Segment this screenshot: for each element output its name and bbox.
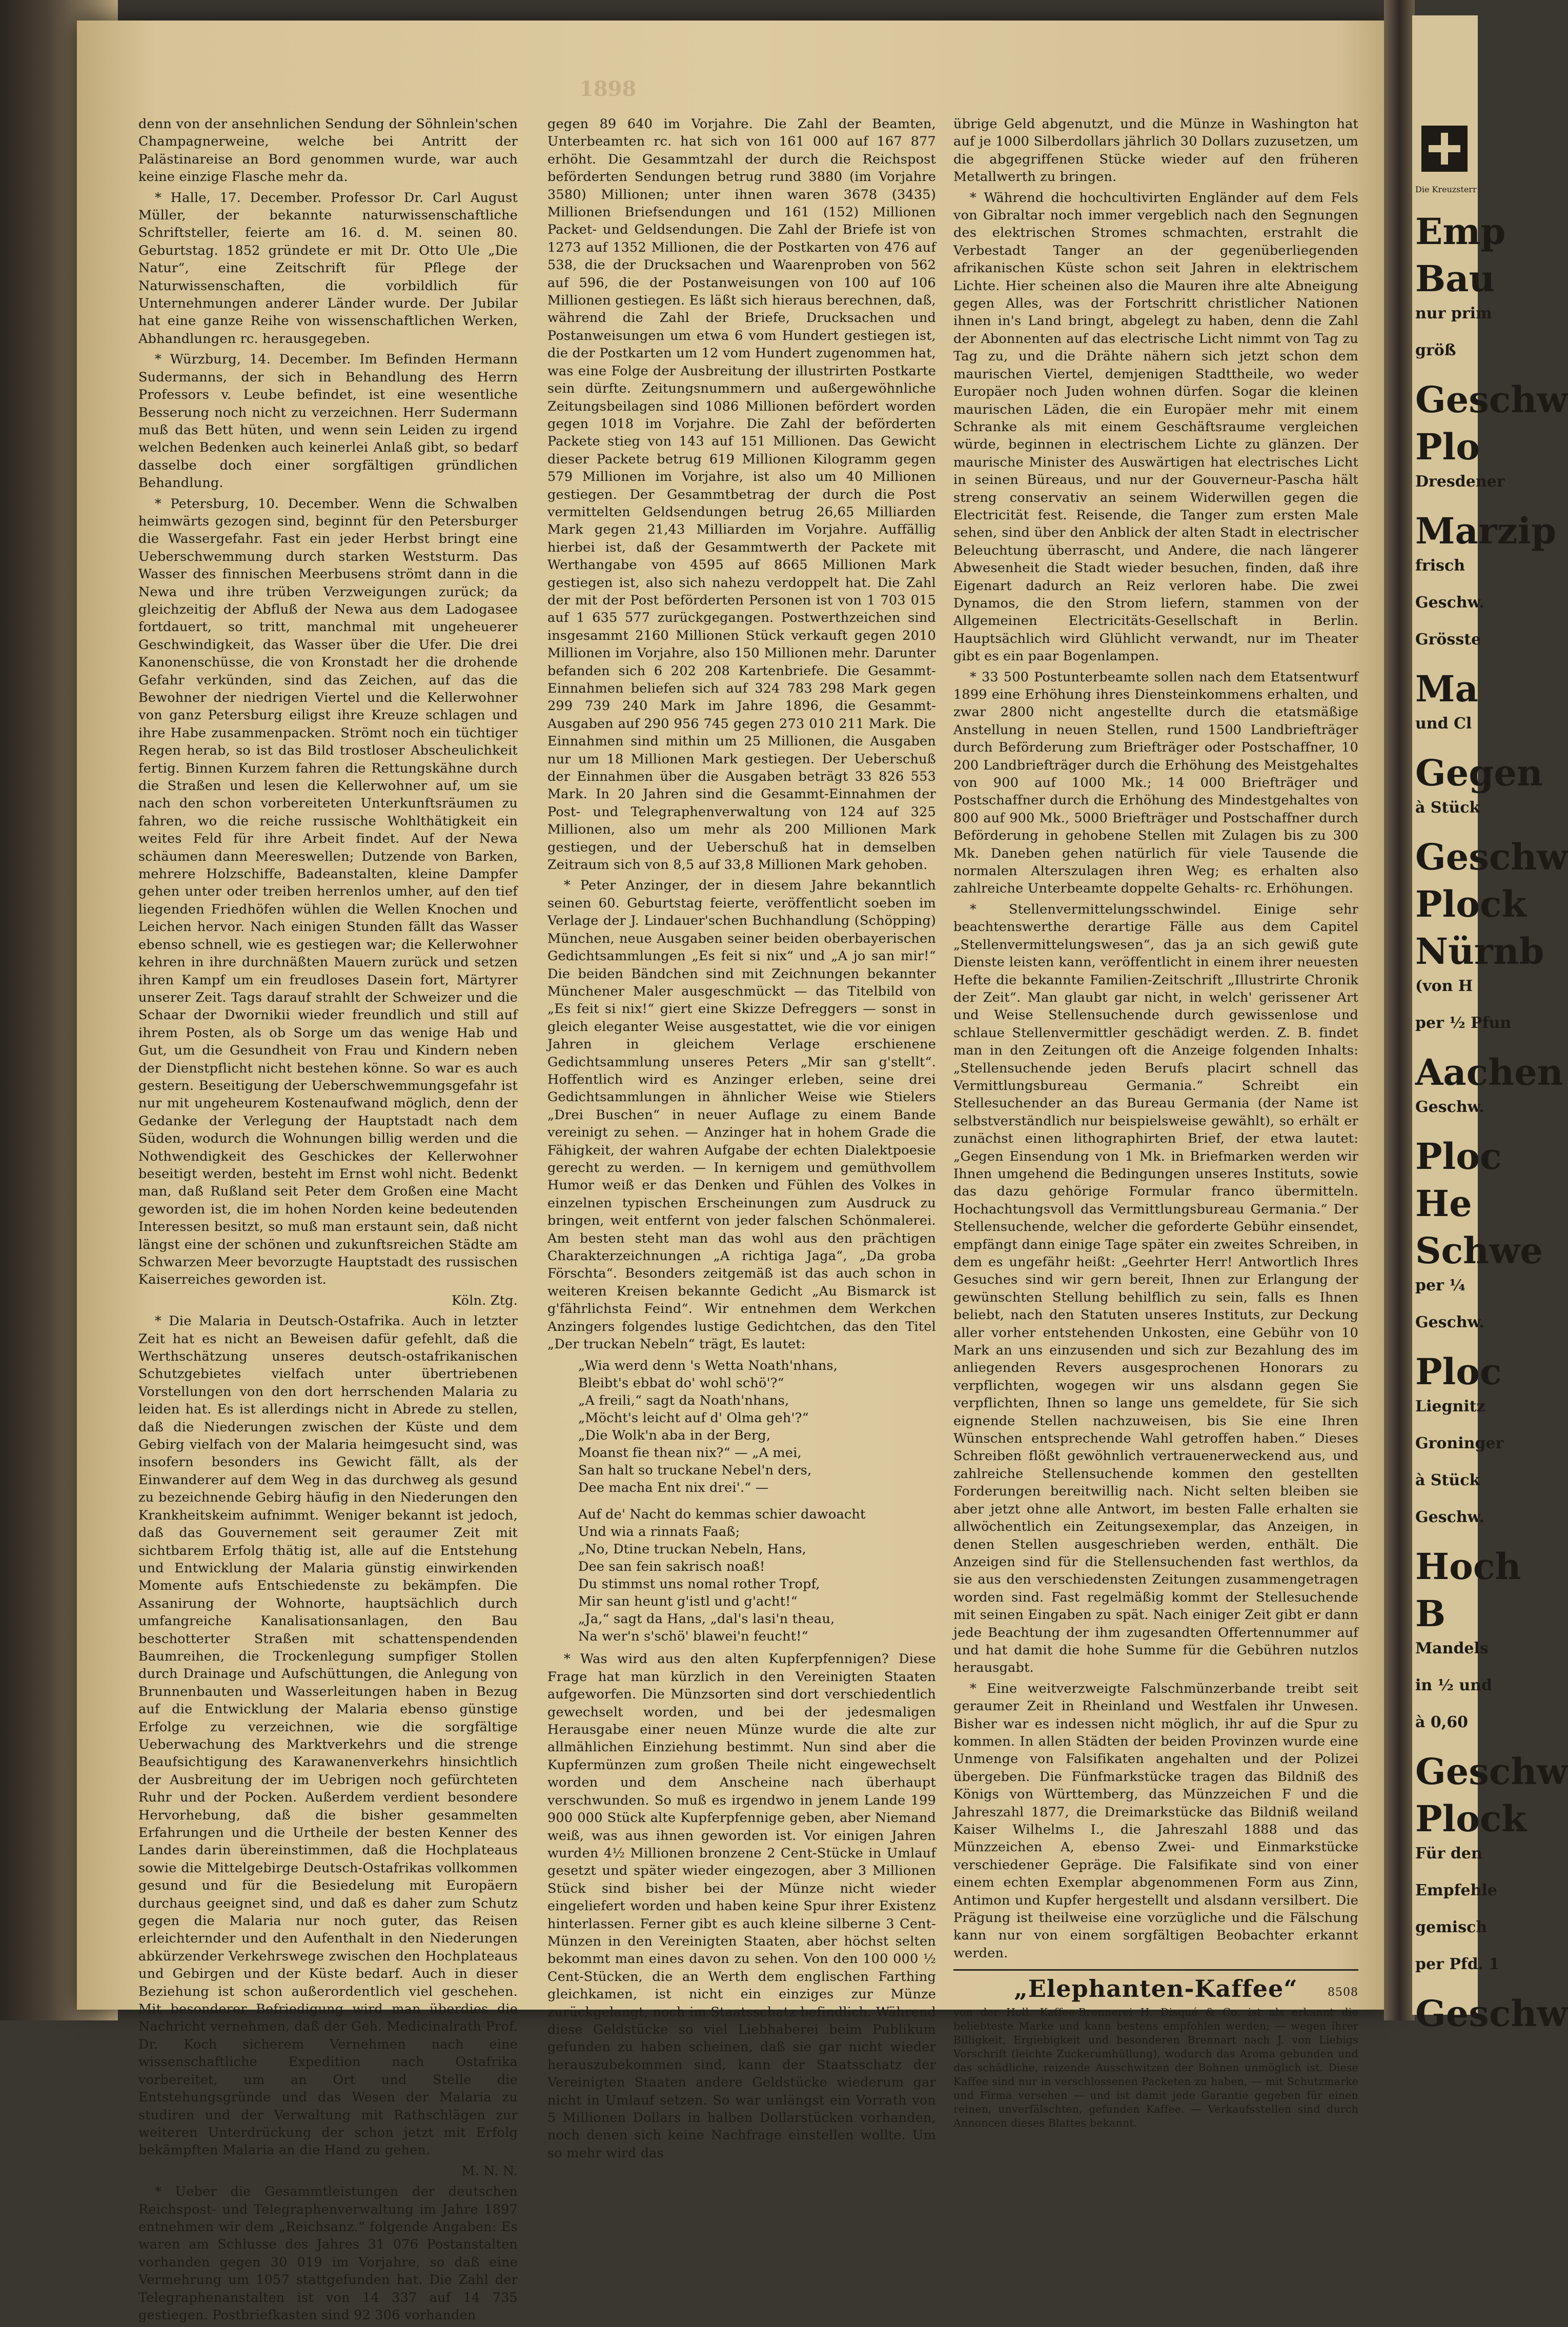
adjacent-caption: Die Kreuzsterr	[1415, 185, 1477, 194]
adjacent-fragment: gemisch	[1415, 1918, 1488, 1936]
adjacent-fragment: Empfehle	[1415, 1881, 1497, 1899]
adjacent-fragment: Bau	[1415, 257, 1495, 300]
cross-logo-icon	[1421, 126, 1468, 172]
adjacent-fragment: B	[1415, 1592, 1446, 1635]
adjacent-fragment: per ¼	[1415, 1277, 1465, 1294]
poem-line: Dee macha Ent nix drei'.“ —	[578, 1480, 769, 1496]
adjacent-fragment: He	[1415, 1182, 1472, 1225]
article-column-3	[953, 115, 1358, 2130]
article-source: M. N. N.	[461, 2163, 518, 2179]
adjacent-fragment: Plock	[1415, 1797, 1527, 1840]
advertisement-elephanten-kaffee	[953, 1969, 1358, 2130]
adjacent-fragment: Für den	[1415, 1845, 1482, 1863]
adjacent-fragment: Emp	[1415, 210, 1506, 253]
adjacent-fragment: Geschw	[1415, 836, 1568, 878]
adjacent-fragment: à Stück	[1415, 1471, 1480, 1489]
adjacent-fragment: à 0,60	[1415, 1713, 1468, 1731]
adjacent-fragment: (von H	[1415, 977, 1473, 995]
adjacent-fragment: à Stück	[1415, 799, 1480, 817]
adjacent-fragment: Ma	[1415, 667, 1478, 710]
article-paragraph: * Eine weitverzweigte Falschmünzerbande treibt seit geraumer Zeit in Rheinland und Westfalen ihr Unwesen. Bisher war es indessen nicht möglich, ihr auf die Spur zu kommen. In allen Städten der beiden Provinzen wurde eine Unmenge von Falsifikaten angehalten und der Polizei übergeben. Die Fünfmarkstücke tragen das Bildniß des Königs von Württemberg, das Münzzeichen F und die Jahreszahl 1877, die Dreimarkstücke das Bildniß weiland Kaiser Wilhelms I., die Jahreszahl 1888 und das Münzzeichen A, ebenso Zwei- und Einmarkstücke verschiedener Gepräge. Die Falsifikate sind von einer einem echten Exemplar abgenommenen Form aus Zinn, Antimon und Kupfer hergestellt und alsdann versilbert. Die Prägung ist theilweise eine vorzügliche und die Fälschung kann nur von einem sorgfältigen Beobachter erkannt werden.	[953, 1681, 1358, 1961]
adjacent-fragment: und Cl	[1415, 715, 1472, 733]
ad-headline	[953, 1975, 1358, 2002]
article-paragraph: * 33 500 Postunterbeamte sollen nach dem Etatsentwurf 1899 eine Erhöhung ihres Diensteinkommens erhalten, und zwar 2800 nicht angestellte durch die etatsmäßige Anstellung in neuen Stellen, rund 1500 Landbriefträger durch Beförderung zum Briefträger oder Postschaffner, 10 200 Landbriefträger durch die Erhöhung des Meistgehaltes von 900 auf 1000 Mk.; 14 000 Briefträger und Postschaffner durch die Erhöhung des Mindestgehaltes von 800 auf 900 Mk., 5000 Briefträger und Postschaffner durch Beförderung in gehobene Stellen mit Zulagen bis zu 300 Mk. Daneben gehen natürlich für viele Tausende die normalen Alterszulagen ihren Weg; es erhalten also zahlreiche Unterbeamte doppelte Gehalts- rc. Erhöhungen.	[953, 669, 1358, 897]
article-paragraph: * Petersburg, 10. December. Wenn die Schwalben heimwärts gezogen sind, beginnt für den Petersburger die Wassergefahr. Fast ein jeder Herbst bringt eine Ueberschwemmung durch starken Weststurm. Das Wasser des finnischen Meerbusens strömt dann in die Newa und ihre trüben Verzweigungen zurück; da gleichzeitig der Abfluß der Newa aus dem Ladogasee fortdauert, so tritt, manchmal mit ungeheuerer Geschwindigkeit, das Wasser über die Ufer. Die drei Kanonenschüsse, die von Kronstadt her die drohende Gefahr verkünden, sind das Zeichen, auf das die Bewohner der niedrigen Viertel und die Kellerwohner von ganz Petersburg eiligst ihre Kreuze schlagen und ihre Habe zusammenpacken. Strömt noch ein tüchtiger Regen herab, so ist das Bild trostloser Abscheulichkeit fertig. Binnen Kurzem fahren die Rettungskähne durch die Straßen und lesen die Kellerwohner auf, um sie nach den schon vorbereiteten Unterkunftsräumen zu fahren, wo die reiche russische Wohlthätigkeit ein weites Feld für ihre Arbeit findet. Auf der Newa schäumen dann Meereswellen; Dutzende von Barken, mehrere Holzschiffe, Badeanstalten, kleine Dampfer gehen unter oder treiben herrenlos umher, auf den tief liegenden Friedhöfen wühlen die Wellen Knochen und Leichen hervor. Nach einigen Stunden fällt das Wasser ebenso schnell, wie es gestiegen war; die Kellerwohner kehren in ihre durchnäßten Mauern zurück und setzen ihren Kampf um ein freudloses Dasein fort, Märtyrer unserer Zeit. Tags darauf strahlt der Schweizer und die Schaar der Dwornikii wieder freundlich und still auf ihrem Posten, als ob Sorge um das wenige Hab und Gut, um die Gesundheit von Frau und Kindern neben der Dienstpflicht nicht bestehen könne. So war es auch gestern. Beseitigung der Ueberschwemmungsgefahr ist nur mit ungeheurem Kostenaufwand möglich, denn der Gedanke der Verlegung der Hauptstadt nach dem Süden, wodurch die Wohnungen billig werden und die Nothwendigkeit des Geschickes der Kellerwohner beseitigt werden, besteht im Ernst wohl nicht. Bedenkt man, daß Rußland seit Peter dem Großen eine Macht geworden ist, die im hohen Norden keine bedeutenden Interessen besitzt, so muß man erstaunt sein, daß nicht längst eine der schönen und zukunftsreichen Städte am Schwarzen Meer bevorzugte Hauptstadt des russischen Kaiserreiches geworden ist.	[138, 496, 518, 1288]
poem-stanza-gap	[578, 1496, 936, 1506]
adjacent-fragment: Geschw	[1415, 378, 1568, 421]
column-3-articles	[953, 115, 1358, 1962]
article-paragraph: gegen 89 640 im Vorjahre. Die Zahl der Beamten, Unterbeamten rc. hat sich von 161 000 auf 167 877 erhöht. Die Gesammtzahl der durch die Reichspost beförderten Sendungen betrug rund 3880 (im Vorjahre 3580) Millionen; unter ihnen waren 3678 (3435) Millionen Briefsendungen und 161 (152) Millionen Packet- und Geldsendungen. Die Zahl der Briefe ist von 1273 auf 1352 Millionen, die der Postkarten von 476 auf 538, die der Drucksachen und Waarenproben von 562 auf 596, die der Postanweisungen von 100 auf 106 Millionen gestiegen. Es läßt sich hieraus berechnen, daß, während die Zahl der Briefe, Drucksachen und Postanweisungen um etwa 6 vom Hundert gestiegen ist, die der Postkarten um 12 vom Hundert zugenommen hat, was eine Folge der Ausbreitung der illustrirten Postkarte sein dürfte. Zeitungsnummern und außergewöhnliche Zeitungsbeilagen sind 1086 Millionen befördert worden gegen 1018 im Vorjahre. Die Zahl der beförderten Packete stieg von 143 auf 151 Millionen. Das Gewicht dieser Packete betrug 619 Millionen Kilogramm gegen 579 Millionen im Vorjahre, ist also um 40 Millionen gestiegen. Der Gesammtbetrag der durch die Post vermittelten Geldsendungen betrug 26,65 Milliarden Mark gegen 21,43 Milliarden im Vorjahre. Auffällig hierbei ist, daß der Gesammtwerth der Packete mit Werthangabe von 4595 auf 8665 Millionen Mark gestiegen ist, also sich nahezu verdoppelt hat. Die Zahl der mit der Post beförderten Personen ist von 1 703 015 auf 1 635 577 zurückgegangen. Postwerthzeichen sind insgesammt 2160 Millionen Stück verkauft gegen 2010 Millionen im Vorjahre, also 150 Millionen mehr. Darunter befanden sich 6 202 208 Kartenbriefe. Die Gesammt-Einnahmen beliefen sich auf 324 783 298 Mark gegen 299 739 240 Mark im Jahre 1896, die Gesammt-Ausgaben auf 290 956 745 gegen 273 010 211 Mark. Die Einnahmen sind mithin um 25 Millionen, die Ausgaben nur um 18 Millionen Mark gestiegen. Der Ueberschuß der Einnahmen über die Ausgaben beträgt 33 826 553 Mark. In 20 Jahren sind die Gesammt-Einnahmen der Post- und Telegraphenverwaltung von 124 auf 325 Millionen, also um mehr als 200 Millionen Mark gestiegen, und der Ueberschuß hat in demselben Zeitraum sich von 8,5 auf 33,8 Millionen Mark gehoben.	[547, 116, 936, 873]
poem	[578, 1357, 936, 1645]
poem-line: „A freili,“ sagt da Noath'nhans,	[578, 1393, 789, 1409]
adjacent-fragment: Mandels	[1415, 1640, 1489, 1657]
poem-line: „Wia werd denn 's Wetta Noath'nhans,	[578, 1358, 838, 1374]
ad-body: von der Holl. Kaffee-Brennerei H. Disqué & Co. ist als erkannt die beliebteste Marke und kann bestens empfohlen werden; — wegen ihrer Billigkeit, Ergiebigkeit und besonderen Brennart nach J. von Liebigs Vorschrift (leichte Zuckerumhüllung), wodurch das Aroma gebunden und das schädliche, reizende Ausschwitzen der Bohnen unmöglich ist. Diese Kaffee sind nur in verschlossenen Packeten zu haben, — mit Schutzmarke und Firma versehen — und ist damit jede Garantie gegeben für einen reinen, unverfälschten, gefunden Kaffee. — Verkaufsstellen sind durch Annoncen dieses Blattes bekannt.	[953, 2006, 1358, 2130]
ad-headline-text: „Elephanten-Kaffee“	[1014, 1975, 1298, 2003]
article-paragraph: denn von der ansehnlichen Sendung der Söhnlein'schen Champagnerweine, welche bei Antritt der Palästinareise an Bord genommen wurde, war auch keine einzige Flasche mehr da.	[138, 116, 518, 185]
adjacent-fragment: Geschw	[1415, 1992, 1568, 2035]
adjacent-fragment: größ	[1415, 341, 1456, 359]
article-paragraph: * Würzburg, 14. December. Im Befinden Hermann Sudermanns, der sich in Behandlung des Herrn Professors v. Leube befindet, ist eine wesentliche Besserung noch nicht zu verzeichnen. Herr Sudermann muß das Bett hüten, und wenn sein Leiden zu irgend welchen Bedenken auch keinerlei Anlaß gibt, so bedarf dasselbe doch einer sorgfältigen gründlichen Behandlung.	[138, 352, 518, 491]
article-column-2	[547, 115, 936, 2165]
poem-line: San halt so truckane Nebel'n ders,	[578, 1463, 812, 1479]
ad-number: 8508	[1328, 1986, 1358, 1999]
article-paragraph: * Peter Anzinger, der in diesem Jahre bekanntlich seinen 60. Geburtstag feierte, veröffentlicht soeben im Verlage der J. Lindauer'schen Buchhandlung (Schöpping) München, neue Ausgaben seiner beiden oberbayerischen Gedichtsammlungen „Es feit si nix“ und „A jo san mir!“ Die beiden Bändchen sind mit Zeichnungen bekannter Münchener Maler ausgeschmückt — das Titelbild von „Es feit si nix!“ giert eine Skizze Defreggers — sonst in gleich eleganter Weise ausgestattet, wie die vor einigen Jahren in gleichem Verlage erschienene Gedichtsammlung unseres Peters „Mir san g'stellt“. Hoffentlich wird es Anzinger erleben, seine drei Gedichtsammlungen in ähnlicher Weise wie Stielers „Drei Buschen“ in neuer Auflage zu einem Bande vereinigt zu sehen. — Anzinger hat in hohem Grade die Fähigkeit, der wahren Aufgabe der echten Dialektpoesie gerecht zu werden. — In kernigem und gemüthvollem Humor weiß er das Denken und Fühlen des Volkes in einzelnen typischen Erscheinungen zum Ausdruck zu bringen, weit entfernt von jeder falschen Schönmalerei. Am besten steht man das wohl aus den prächtigen Charakterzeichnungen „A richtiga Jaga“, „Da groba Förschta“. Besonders zeitgemäß ist das auch schon in weiteren Kreisen bekannte Gedicht „Au Bismarck ist g'fährlichsta Feind“. Wir entnehmen dem Werkchen Anzingers folgendes lustige Gedichtchen, das den Titel „Der truckan Nebeln“ trägt, Es lautet:	[547, 878, 936, 1352]
adjacent-fragment: Geschw.	[1415, 1098, 1484, 1116]
adjacent-fragment: Geschw.	[1415, 594, 1484, 612]
adjacent-fragment: Geschw	[1415, 1750, 1568, 1793]
article-paragraph: * Die Malaria in Deutsch-Ostafrika. Auch in letzter Zeit hat es nicht an Beweisen dafür gefehlt, daß die Werthschätzung unseres deutsch-ostafrikanischen Schutzgebietes vielfach unter übertriebenen Vorstellungen von den dort herrschenden Malaria zu leiden hat. Es ist allerdings nicht in Abrede zu stellen, daß die Niederungen zwischen der Küste und dem Gebirg vielfach von der Malaria heimgesucht sind, was insofern besonders ins Gewicht fällt, als der Einwanderer auf dem Weg in das durchweg als gesund zu bezeichnende Gebirg häufig in den Niederungen den Krankheitskeim aufnimmt. Weniger bekannt ist jedoch, daß das Gouvernement seit geraumer Zeit mit sichtbarem Erfolg thätig ist, alle auf die Entstehung und Entwicklung der Malaria günstig einwirkenden Momente aufs Entschiedenste zu bekämpfen. Die Assanirung der Wohnorte, hauptsächlich durch umfangreiche Kanalisationsanlagen, den Bau beschotterter Straßen mit schattenspendenden Baumreihen, die Trockenlegung sumpfiger Stollen durch Drainage und Aufschüttungen, die Anlegung von Brunnenbauten und Wasserleitungen haben in Bezug auf die Entwicklung der Malaria ebenso günstige Erfolge zu verzeichnen, wie die sorgfältige Ueberwachung des Marktverkehrs und die strenge Beaufsichtigung des Karawanenverkehrs hinsichtlich der Ausbreitung der im Uebrigen noch gefürchteten Ruhr und der Pocken. Außerdem verdient besondere Hervorhebung, daß die bisher gesammelten Erfahrungen und die Urtheile der besten Kenner des Landes darin übereinstimmen, daß die Hochplateaus sowie die Mittelgebirge Deutsch-Ostafrikas vollkommen gesund und für die Besiedelung mit Europäern durchaus geeignet sind, und daß es daher zum Schutz gegen die Malaria nur noch guter, das Reisen erleichternder und den Aufenthalt in den Niederungen abkürzender Verkehrswege zwischen den Hochplateaus und Gebirgen und der Küste bedarf. Auch in dieser Beziehung ist schon außerordentlich viel geschehen. Mit besonderer Befriedigung wird man überdies die Nachricht vernehmen, daß der Geh. Medicinalrath Prof. Dr. Koch sicherem Vernehmen nach eine wissenschaftliche Expedition nach Ostafrika vorbereitet, um an Ort und Stelle die Entstehungsgründe und das Wesen der Malaria zu studiren und der Verwaltung mit Rathschlägen zur weiteren Unterdrückung der schon jetzt mit Erfolg bekämpften Malaria an die Hand zu gehen.	[138, 1313, 518, 2158]
poem-line: „Die Wolk'n aba in der Berg,	[578, 1428, 771, 1444]
adjacent-fragment: Geschw.	[1415, 1313, 1484, 1331]
poem-line: „No, Dtine truckan Nebeln, Hans,	[578, 1542, 806, 1557]
adjacent-fragment: in ½ und	[1415, 1676, 1492, 1694]
poem-line: Moanst fie thean nix?“ — „A mei,	[578, 1445, 802, 1461]
adjacent-page-edge	[1412, 15, 1568, 2035]
page-gutter	[1384, 0, 1415, 2020]
adjacent-fragment: Geschw.	[1415, 1508, 1484, 1526]
article-paragraph: * Stellenvermittelungsschwindel. Einige sehr beachtenswerthe derartige Fälle aus dem Capitel „Stellenvermittelungswesen“, das ja an sich gewiß gute Dienste leisten kann, veröffentlicht in einem ihrer neuesten Hefte die bekannte Familien-Zeitschrift „Illustrirte Chronik der Zeit“. Man glaubt gar nicht, in welch' gerissener Art und Weise Stellensuchende durch gewissenlose und schlaue Stellenvermittler geschädigt werden. Z. B. findet man in den Zeitungen oft die Anzeige folgenden Inhalts: „Stellensuchende jeden Berufs placirt schnell das Vermittlungsbureau Germania.“ Schreibt ein Stellesuchender an das Bureau Germania (der Name ist selbstverständlich nur beispielsweise gewählt), so erhält er zunächst einen lithographirten Brief, der etwa lautet: „Gegen Einsendung von 1 Mk. in Briefmarken werden wir Ihnen umgehend die Bedingungen unseres Instituts, sowie das dazu gehörige Formular franco übermitteln. Hochachtungsvoll das Vermittlungsbureau Germania.“ Der Stellensuchende, welcher die geforderte Gebühr einsendet, empfängt dann einige Tage später ein zweites Schreiben, in dem es ungefähr heißt: „Geehrter Herr! Antwortlich Ihres Gesuches sind wir gern bereit, Ihnen zur Erlangung der gewünschten Stellung behilflich zu sein, falls es Ihnen beliebt, nach den Statuten unseres Instituts, zur Deckung aller vorher entstehenden Unkosten, eine Gebühr von 10 Mark an uns einzusenden und sich zur Bezahlung des im anliegenden Revers ausgesprochenen Honorars zu verpflichten, wogegen wir uns alsdann gegen Sie verpflichten, Ihnen so lange uns gemeldete, für Sie sich eignende Stellen nachzuweisen, bis Sie eine Ihren Wünschen entsprechende Wahl getroffen haben.“ Dieses Schreiben flößt gewöhnlich vertrauenerweckend aus, und zahlreiche Stellensuchende kommen den gestellten Forderungen bereitwillig nach. Nicht selten bleiben sie aber jetzt ohne alle Antwort, im besten Falle erhalten sie allwöchentlich ein Zeitungsexemplar, das Anzeigen, in denen Stellen ausgeschrieben werden, enthält. Die Anzeigen sind für die Stellensuchenden fast werthlos, da sie aus den verschiedensten Zeitungen zusammengetragen worden sind. Fast regelmäßig kommt der Stellesuchende mit seinen Eingaben zu spät. Nach einiger Zeit gibt er dann jede Beachtung der ihm zugesandten Offertennummer auf und hat damit die hohe Summe für die Gebühren nutzlos herausgabt.	[953, 901, 1358, 1676]
adjacent-fragment: frisch	[1415, 557, 1465, 575]
poem-line: Und wia a rinnats Faaß;	[578, 1524, 740, 1540]
article-paragraph: * Was wird aus den alten Kupferpfennigen? Diese Frage hat man kürzlich in den Vereinigten Staaten aufgeworfen. Die Münzsorten sind dort verschiedentlich gewechselt worden, und bei der jedesmaligen Herausgabe einer neuen Münze wurde die alte zur allmählichen Einziehung bestimmt. Nun sind aber die Kupfermünzen zum großen Theile nicht eingewechselt worden und dem Anscheine nach überhaupt verschwunden. So muß es irgendwo in jenem Lande 199 900 000 Stück alte Kupferpfennige geben, aber Niemand weiß, was aus ihnen geworden ist. Vor einigen Jahren wurden 4½ Millionen bronzene 2 Cent-Stücke in Umlauf gesetzt und später wieder eingezogen, aber 3 Millionen Stück sind bisher bei der Münze nicht wieder eingeliefert worden und haben keine Spur ihrer Existenz hinterlassen. Ferner gibt es auch kleine silberne 3 Cent-Münzen in den Vereinigten Staaten, aber höchst selten bekommt man eines davon zu sehen. Von den 100 000 ½ Cent-Stücken, die an Werth dem englischen Farthing gleichkamen, ist nicht ein einziges zur Münze zurückgelangt, noch im Staatsschatz befindlich. Während diese Geldstücke so viel Liebhaberei beim Publikum gefunden zu haben scheinen, daß sie gar nicht wieder herauszubekommen sind, kann der Staatsschatz der Vereinigten Staaten andere Geldstücke wiederum gar nicht in Umlauf setzen. So war unlängst ein Vorrath von 5 Millionen Dollars in halben Dollarstücken vorhanden, noch denen sich keine Nachfrage einstellen wollte. Um so mehr wird das	[547, 1651, 936, 2161]
article-source: Köln. Ztg.	[452, 1292, 518, 1308]
adjacent-fragment: Nürnb	[1415, 930, 1544, 973]
adjacent-fragment: Groninger	[1415, 1434, 1504, 1452]
poem-line: Na wer'n s'schö' blawei'n feucht!“	[578, 1629, 808, 1645]
adjacent-fragment: per ½ Pfun	[1415, 1014, 1512, 1032]
article-paragraph: * Halle, 17. December. Professor Dr. Carl August Müller, der bekannte naturwissenschaftliche Schriftsteller, feierte am 16. d. M. seinen 80. Geburtstag. 1852 gründete er mit Dr. Otto Ule „Die Natur“, eine Zeitschrift für Pflege der Naturwissenschaften, die vorbildlich für Unternehmungen anderer Länder wurde. Der Jubilar hat eine ganze Reihe von wissenschaftlichen Werken, Abhandlungen rc. herausgegeben.	[138, 190, 518, 347]
poem-line: „Ja,“ sagt da Hans, „dal's lasi'n theau,	[578, 1611, 835, 1627]
adjacent-fragment: Dresdener	[1415, 473, 1505, 491]
adjacent-fragment: Ploc	[1415, 1350, 1502, 1393]
poem-line: Du stimmst uns nomal rother Tropf,	[578, 1576, 820, 1592]
poem-line: Bleibt's ebbat do' wohl schö'?“	[578, 1375, 784, 1391]
adjacent-fragment: Schwe	[1415, 1229, 1543, 1272]
article-column-1	[138, 115, 518, 2327]
page-year-stamp: 1898	[579, 77, 637, 101]
adjacent-fragment: Ploc	[1415, 1135, 1502, 1178]
adjacent-fragment: Gegen	[1415, 752, 1543, 794]
adjacent-fragment: Plo	[1415, 426, 1480, 468]
adjacent-fragment: Marzip	[1415, 510, 1557, 552]
article-paragraph: * Während die hochcultivirten Engländer auf dem Fels von Gibraltar noch immer vergeblich nach den Segnungen des elektrischen Stromes schmachten, erstrahlt die Verbestadt Tanger an der gegenüberliegenden afrikanischen Küste schon seit Jahren in elektrischem Lichte. Hier scheinen also die Mauren ihre alte Abneigung gegen Alles, was der Fortschritt christlicher Nationen ihnen in's Land bringt, abgelegt zu haben, denn die Zahl der Abonnenten auf das electrische Licht nimmt von Tag zu Tag zu, und die Drähte nähern sich jetzt schon dem maurischen Viertel, demjenigen Stadttheile, wo weder Europäer noch Juden wohnen dürfen. Sogar die kleinen maurischen Läden, die ein Europäer mehr mit einem Schranke als mit einem Geschäftsraume vergleichen würde, beginnen in electrischem Lichte zu glänzen. Der maurische Minister des Auswärtigen hat electrisches Licht in seinen Büreaus, und nur der Gouverneur-Pascha hält streng conservativ an seinem Widerwillen gegen die Electricität fest. Reisende, die Tanger zum ersten Male sehen, sind über den Anblick der alten Stadt in electrischer Beleuchtung überrascht, und Andere, die nach längerer Abwesenheit die Stadt wieder besuchen, finden, daß ihre Eigenart dadurch an Reiz verloren habe. Die zwei Dynamos, die den Strom liefern, stammen von der Allgemeinen Electricitäts-Gesellschaft in Berlin. Hauptsächlich wird Glühlicht verwandt, nur im Theater gibt es ein paar Bogenlampen.	[953, 190, 1358, 664]
article-paragraph: übrige Geld abgenutzt, und die Münze in Washington hat auf je 1000 Silberdollars jährlich 30 Dollars zuzusetzen, um die abgegriffenen Stücke wieder auf den früheren Metallwerth zu bringen.	[953, 116, 1358, 185]
poem-line: Auf de' Nacht do kemmas schier dawoacht	[578, 1507, 866, 1523]
article-paragraph: * Ueber die Gesammtleistungen der deutschen Reichspost- und Telegraphenverwaltung im Jahre 1897 entnehmen wir dem „Reichsanz.“ folgende Angaben: Es waren am Schlusse des Jahres 31 076 Postanstalten vorhanden gegen 30 019 im Vorjahre, so daß eine Vermehrung um 1057 stattgefunden hat. Die Zahl der Telegraphenanstalten ist von 14 337 auf 14 735 gestiegen. Postbriefkasten sind 92 306 vorhanden	[138, 2184, 518, 2323]
adjacent-fragment: Grösste	[1415, 631, 1481, 649]
poem-line: „Möcht's leicht auf d' Olma geh'?“	[578, 1410, 809, 1426]
adjacent-fragment: Plock	[1415, 883, 1527, 925]
poem-line: Mir san heunt g'istl und g'acht!“	[578, 1594, 798, 1610]
adjacent-fragment: Hoch	[1415, 1545, 1521, 1588]
poem-line: Dee san fein sakrisch noaß!	[578, 1559, 765, 1575]
adjacent-fragment: per Pfd. 1	[1415, 1955, 1500, 1973]
adjacent-fragment: Aachen	[1415, 1051, 1563, 1094]
adjacent-fragment: nur prim	[1415, 305, 1492, 322]
adjacent-fragment: Liegnitz	[1415, 1398, 1485, 1415]
